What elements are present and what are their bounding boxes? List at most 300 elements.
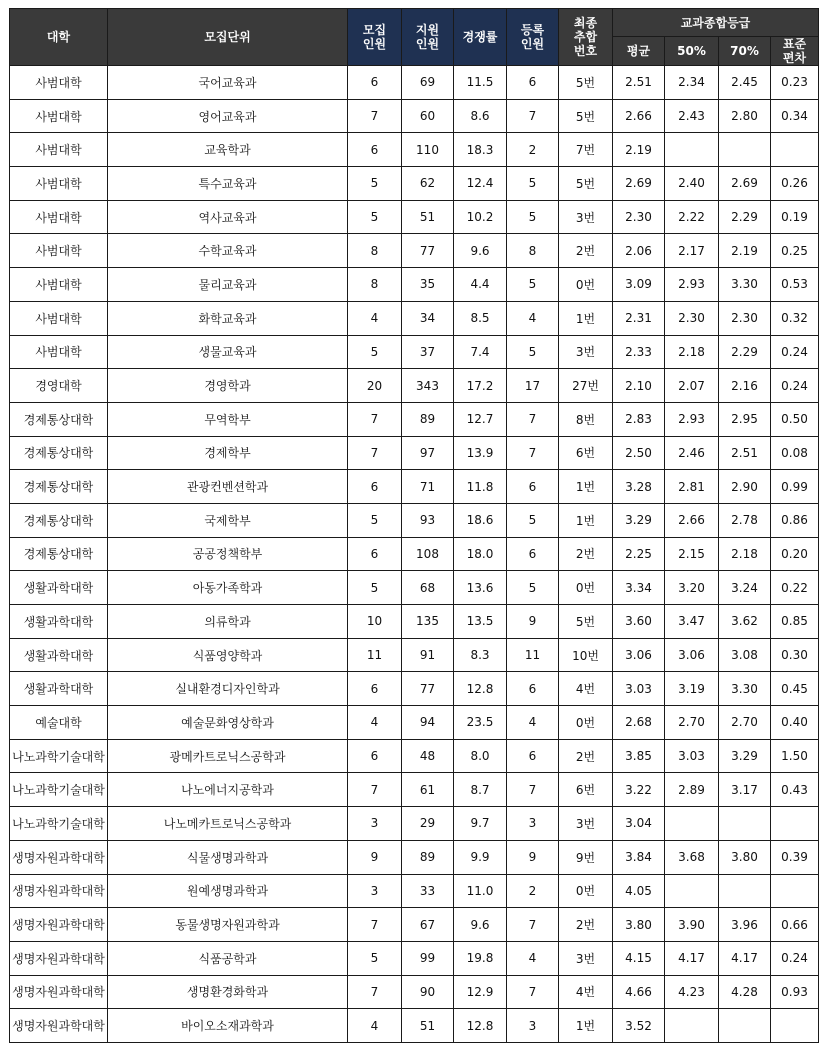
cell-final-rank: 2번 xyxy=(559,537,613,571)
cell-quota: 6 xyxy=(348,537,402,571)
cell-college: 생명자원과학대학 xyxy=(10,941,108,975)
cell-applicants: 34 xyxy=(402,301,454,335)
cell-final-rank: 5번 xyxy=(559,167,613,201)
cell-final-rank: 4번 xyxy=(559,975,613,1009)
cell-registered: 3 xyxy=(507,807,559,841)
cell-registered: 9 xyxy=(507,605,559,639)
cell-final-rank: 2번 xyxy=(559,739,613,773)
cell-unit: 교육학과 xyxy=(108,133,348,167)
cell-quota: 7 xyxy=(348,975,402,1009)
table-body xyxy=(10,66,819,1043)
cell-final-rank: 5번 xyxy=(559,605,613,639)
cell-college: 나노과학기술대학 xyxy=(10,773,108,807)
cell-final-rank: 5번 xyxy=(559,99,613,133)
cell-final-rank: 0번 xyxy=(559,706,613,740)
cell-sd: 0.34 xyxy=(771,99,819,133)
cell-ratio: 8.5 xyxy=(454,301,507,335)
cell-ratio: 8.3 xyxy=(454,638,507,672)
cell-unit: 식품공학과 xyxy=(108,941,348,975)
cell-final-rank: 3번 xyxy=(559,941,613,975)
cell-registered: 7 xyxy=(507,773,559,807)
cell-ratio: 9.6 xyxy=(454,234,507,268)
cell-avg: 2.30 xyxy=(613,200,665,234)
cell-sd: 0.25 xyxy=(771,234,819,268)
cell-registered: 7 xyxy=(507,402,559,436)
cell-registered: 8 xyxy=(507,234,559,268)
cell-quota: 11 xyxy=(348,638,402,672)
table-row xyxy=(10,200,819,234)
cell-unit: 화학교육과 xyxy=(108,301,348,335)
cell-p50: 2.07 xyxy=(665,369,719,403)
cell-quota: 5 xyxy=(348,941,402,975)
cell-p70: 3.24 xyxy=(719,571,771,605)
cell-ratio: 12.8 xyxy=(454,1009,507,1043)
cell-college: 생명자원과학대학 xyxy=(10,1009,108,1043)
cell-registered: 11 xyxy=(507,638,559,672)
cell-p70: 2.16 xyxy=(719,369,771,403)
cell-unit: 나노에너지공학과 xyxy=(108,773,348,807)
cell-p70: 2.19 xyxy=(719,234,771,268)
cell-p70: 2.30 xyxy=(719,301,771,335)
cell-p50: 2.18 xyxy=(665,335,719,369)
cell-avg: 4.66 xyxy=(613,975,665,1009)
cell-applicants: 69 xyxy=(402,66,454,100)
cell-registered: 7 xyxy=(507,975,559,1009)
cell-registered: 2 xyxy=(507,874,559,908)
cell-unit: 공공정책학부 xyxy=(108,537,348,571)
cell-p70: 2.70 xyxy=(719,706,771,740)
cell-ratio: 17.2 xyxy=(454,369,507,403)
cell-avg: 2.19 xyxy=(613,133,665,167)
cell-quota: 8 xyxy=(348,234,402,268)
cell-quota: 6 xyxy=(348,470,402,504)
cell-registered: 6 xyxy=(507,672,559,706)
cell-unit: 광메카트로닉스공학과 xyxy=(108,739,348,773)
cell-ratio: 12.8 xyxy=(454,672,507,706)
cell-quota: 4 xyxy=(348,1009,402,1043)
cell-quota: 4 xyxy=(348,706,402,740)
cell-sd: 0.86 xyxy=(771,503,819,537)
header-ratio: 경쟁률 xyxy=(454,9,507,66)
cell-p70 xyxy=(719,133,771,167)
cell-registered: 4 xyxy=(507,706,559,740)
cell-sd xyxy=(771,133,819,167)
cell-final-rank: 3번 xyxy=(559,200,613,234)
cell-avg: 4.15 xyxy=(613,941,665,975)
cell-college: 생명자원과학대학 xyxy=(10,908,108,942)
cell-p50 xyxy=(665,133,719,167)
header-p50: 50% xyxy=(665,37,719,66)
cell-p50: 2.46 xyxy=(665,436,719,470)
cell-unit: 의류학과 xyxy=(108,605,348,639)
cell-sd: 0.40 xyxy=(771,706,819,740)
cell-quota: 6 xyxy=(348,66,402,100)
cell-avg: 2.66 xyxy=(613,99,665,133)
cell-applicants: 89 xyxy=(402,402,454,436)
cell-p70: 2.29 xyxy=(719,200,771,234)
cell-sd: 0.85 xyxy=(771,605,819,639)
cell-p50: 2.34 xyxy=(665,66,719,100)
cell-college: 사범대학 xyxy=(10,335,108,369)
cell-applicants: 60 xyxy=(402,99,454,133)
cell-applicants: 93 xyxy=(402,503,454,537)
table-row xyxy=(10,605,819,639)
table-row xyxy=(10,874,819,908)
cell-p70: 4.28 xyxy=(719,975,771,1009)
cell-p50: 2.66 xyxy=(665,503,719,537)
cell-final-rank: 5번 xyxy=(559,66,613,100)
cell-quota: 7 xyxy=(348,773,402,807)
cell-quota: 7 xyxy=(348,402,402,436)
cell-p50: 2.30 xyxy=(665,301,719,335)
cell-college: 사범대학 xyxy=(10,301,108,335)
table-row xyxy=(10,99,819,133)
cell-college: 사범대학 xyxy=(10,66,108,100)
cell-avg: 3.85 xyxy=(613,739,665,773)
cell-sd: 0.45 xyxy=(771,672,819,706)
header-sd: 표준 편차 xyxy=(771,37,819,66)
cell-sd xyxy=(771,1009,819,1043)
cell-quota: 5 xyxy=(348,167,402,201)
table-row xyxy=(10,537,819,571)
cell-p50: 3.19 xyxy=(665,672,719,706)
cell-final-rank: 7번 xyxy=(559,133,613,167)
cell-sd xyxy=(771,807,819,841)
cell-sd xyxy=(771,874,819,908)
cell-unit: 국제학부 xyxy=(108,503,348,537)
cell-ratio: 13.5 xyxy=(454,605,507,639)
cell-quota: 7 xyxy=(348,436,402,470)
cell-registered: 7 xyxy=(507,908,559,942)
cell-ratio: 9.6 xyxy=(454,908,507,942)
cell-p50: 2.93 xyxy=(665,268,719,302)
header-registered: 등록 인원 xyxy=(507,9,559,66)
cell-unit: 물리교육과 xyxy=(108,268,348,302)
cell-avg: 3.04 xyxy=(613,807,665,841)
cell-unit: 식품영양학과 xyxy=(108,638,348,672)
cell-sd: 0.39 xyxy=(771,840,819,874)
cell-p50: 3.47 xyxy=(665,605,719,639)
cell-p50: 2.22 xyxy=(665,200,719,234)
cell-quota: 20 xyxy=(348,369,402,403)
cell-p70 xyxy=(719,1009,771,1043)
cell-sd: 0.50 xyxy=(771,402,819,436)
cell-college: 사범대학 xyxy=(10,133,108,167)
table-row xyxy=(10,268,819,302)
cell-quota: 4 xyxy=(348,301,402,335)
cell-p50: 3.90 xyxy=(665,908,719,942)
cell-college: 경영대학 xyxy=(10,369,108,403)
cell-college: 경제통상대학 xyxy=(10,503,108,537)
cell-ratio: 8.6 xyxy=(454,99,507,133)
table-row xyxy=(10,739,819,773)
cell-college: 경제통상대학 xyxy=(10,537,108,571)
cell-avg: 3.52 xyxy=(613,1009,665,1043)
cell-p50 xyxy=(665,807,719,841)
cell-p70: 2.90 xyxy=(719,470,771,504)
cell-quota: 6 xyxy=(348,672,402,706)
cell-final-rank: 2번 xyxy=(559,234,613,268)
cell-college: 사범대학 xyxy=(10,268,108,302)
cell-ratio: 18.0 xyxy=(454,537,507,571)
cell-sd: 0.24 xyxy=(771,335,819,369)
header-quota: 모집 인원 xyxy=(348,9,402,66)
cell-ratio: 12.9 xyxy=(454,975,507,1009)
cell-p50: 2.15 xyxy=(665,537,719,571)
cell-college: 생명자원과학대학 xyxy=(10,840,108,874)
cell-unit: 수학교육과 xyxy=(108,234,348,268)
cell-p70: 2.78 xyxy=(719,503,771,537)
cell-college: 사범대학 xyxy=(10,200,108,234)
cell-applicants: 48 xyxy=(402,739,454,773)
cell-p50: 2.93 xyxy=(665,402,719,436)
cell-avg: 3.06 xyxy=(613,638,665,672)
cell-registered: 6 xyxy=(507,470,559,504)
cell-final-rank: 0번 xyxy=(559,874,613,908)
table-row xyxy=(10,167,819,201)
header-applicants: 지원 인원 xyxy=(402,9,454,66)
cell-applicants: 90 xyxy=(402,975,454,1009)
cell-applicants: 62 xyxy=(402,167,454,201)
cell-sd: 0.32 xyxy=(771,301,819,335)
cell-college: 생명자원과학대학 xyxy=(10,874,108,908)
cell-p50: 2.40 xyxy=(665,167,719,201)
cell-registered: 17 xyxy=(507,369,559,403)
cell-quota: 8 xyxy=(348,268,402,302)
cell-final-rank: 3번 xyxy=(559,807,613,841)
cell-college: 나노과학기술대학 xyxy=(10,739,108,773)
cell-applicants: 99 xyxy=(402,941,454,975)
cell-registered: 5 xyxy=(507,335,559,369)
cell-sd: 0.19 xyxy=(771,200,819,234)
cell-unit: 관광컨벤션학과 xyxy=(108,470,348,504)
cell-applicants: 89 xyxy=(402,840,454,874)
cell-p50: 4.23 xyxy=(665,975,719,1009)
table-row xyxy=(10,234,819,268)
cell-college: 경제통상대학 xyxy=(10,470,108,504)
cell-college: 생활과학대학 xyxy=(10,605,108,639)
table-row xyxy=(10,133,819,167)
cell-applicants: 108 xyxy=(402,537,454,571)
cell-ratio: 18.6 xyxy=(454,503,507,537)
cell-final-rank: 9번 xyxy=(559,840,613,874)
cell-registered: 2 xyxy=(507,133,559,167)
cell-p70: 3.30 xyxy=(719,672,771,706)
cell-p50: 2.70 xyxy=(665,706,719,740)
cell-college: 생활과학대학 xyxy=(10,638,108,672)
table-row xyxy=(10,706,819,740)
cell-unit: 식물생명과학과 xyxy=(108,840,348,874)
cell-quota: 10 xyxy=(348,605,402,639)
cell-p70: 3.96 xyxy=(719,908,771,942)
cell-registered: 6 xyxy=(507,537,559,571)
cell-unit: 동물생명자원과학과 xyxy=(108,908,348,942)
cell-ratio: 12.7 xyxy=(454,402,507,436)
header-unit: 모집단위 xyxy=(108,9,348,66)
cell-p70: 3.80 xyxy=(719,840,771,874)
cell-p70: 3.08 xyxy=(719,638,771,672)
cell-p70: 2.51 xyxy=(719,436,771,470)
cell-ratio: 11.8 xyxy=(454,470,507,504)
cell-applicants: 91 xyxy=(402,638,454,672)
table-row xyxy=(10,672,819,706)
cell-quota: 3 xyxy=(348,874,402,908)
cell-avg: 2.83 xyxy=(613,402,665,436)
cell-registered: 7 xyxy=(507,99,559,133)
cell-sd: 0.24 xyxy=(771,369,819,403)
cell-avg: 3.84 xyxy=(613,840,665,874)
cell-avg: 2.33 xyxy=(613,335,665,369)
cell-final-rank: 0번 xyxy=(559,571,613,605)
cell-sd: 0.93 xyxy=(771,975,819,1009)
cell-p70: 2.29 xyxy=(719,335,771,369)
cell-p50: 3.06 xyxy=(665,638,719,672)
cell-quota: 5 xyxy=(348,200,402,234)
cell-avg: 2.25 xyxy=(613,537,665,571)
table-row xyxy=(10,773,819,807)
cell-unit: 특수교육과 xyxy=(108,167,348,201)
cell-ratio: 11.0 xyxy=(454,874,507,908)
cell-final-rank: 6번 xyxy=(559,773,613,807)
cell-college: 생활과학대학 xyxy=(10,571,108,605)
cell-college: 사범대학 xyxy=(10,234,108,268)
cell-final-rank: 27번 xyxy=(559,369,613,403)
cell-college: 나노과학기술대학 xyxy=(10,807,108,841)
cell-applicants: 33 xyxy=(402,874,454,908)
cell-p50: 3.20 xyxy=(665,571,719,605)
cell-registered: 5 xyxy=(507,167,559,201)
admissions-table-container xyxy=(9,8,819,1043)
table-row xyxy=(10,402,819,436)
cell-unit: 실내환경디자인학과 xyxy=(108,672,348,706)
cell-avg: 2.51 xyxy=(613,66,665,100)
cell-p50: 4.17 xyxy=(665,941,719,975)
cell-sd: 0.43 xyxy=(771,773,819,807)
cell-applicants: 68 xyxy=(402,571,454,605)
cell-unit: 아동가족학과 xyxy=(108,571,348,605)
header-college: 대학 xyxy=(10,9,108,66)
cell-college: 생활과학대학 xyxy=(10,672,108,706)
cell-registered: 7 xyxy=(507,436,559,470)
cell-final-rank: 10번 xyxy=(559,638,613,672)
cell-p70 xyxy=(719,807,771,841)
cell-p70: 2.69 xyxy=(719,167,771,201)
cell-ratio: 4.4 xyxy=(454,268,507,302)
cell-p50 xyxy=(665,1009,719,1043)
cell-applicants: 67 xyxy=(402,908,454,942)
cell-final-rank: 2번 xyxy=(559,908,613,942)
table-header xyxy=(10,9,819,66)
cell-unit: 경영학과 xyxy=(108,369,348,403)
cell-unit: 경제학부 xyxy=(108,436,348,470)
cell-p70: 3.29 xyxy=(719,739,771,773)
cell-sd: 1.50 xyxy=(771,739,819,773)
cell-applicants: 94 xyxy=(402,706,454,740)
table-row xyxy=(10,436,819,470)
table-row xyxy=(10,638,819,672)
cell-ratio: 10.2 xyxy=(454,200,507,234)
cell-ratio: 12.4 xyxy=(454,167,507,201)
admissions-table xyxy=(9,8,819,1043)
cell-applicants: 97 xyxy=(402,436,454,470)
cell-p50: 2.17 xyxy=(665,234,719,268)
cell-avg: 3.60 xyxy=(613,605,665,639)
cell-unit: 예술문화영상학과 xyxy=(108,706,348,740)
cell-college: 사범대학 xyxy=(10,99,108,133)
cell-final-rank: 0번 xyxy=(559,268,613,302)
cell-ratio: 18.3 xyxy=(454,133,507,167)
table-row xyxy=(10,335,819,369)
table-row xyxy=(10,66,819,100)
cell-applicants: 77 xyxy=(402,234,454,268)
header-final-rank: 최종 추합 번호 xyxy=(559,9,613,66)
cell-quota: 3 xyxy=(348,807,402,841)
cell-avg: 4.05 xyxy=(613,874,665,908)
cell-registered: 3 xyxy=(507,1009,559,1043)
cell-final-rank: 8번 xyxy=(559,402,613,436)
cell-sd: 0.26 xyxy=(771,167,819,201)
cell-p50: 3.68 xyxy=(665,840,719,874)
cell-avg: 3.22 xyxy=(613,773,665,807)
cell-p70: 2.45 xyxy=(719,66,771,100)
cell-applicants: 29 xyxy=(402,807,454,841)
table-row xyxy=(10,1009,819,1043)
cell-registered: 5 xyxy=(507,268,559,302)
cell-p70: 2.80 xyxy=(719,99,771,133)
cell-avg: 3.29 xyxy=(613,503,665,537)
cell-applicants: 37 xyxy=(402,335,454,369)
header-grade-group: 교과종합등급 xyxy=(613,9,819,37)
cell-final-rank: 1번 xyxy=(559,301,613,335)
cell-unit: 역사교육과 xyxy=(108,200,348,234)
cell-sd: 0.22 xyxy=(771,571,819,605)
cell-quota: 5 xyxy=(348,503,402,537)
cell-registered: 5 xyxy=(507,200,559,234)
cell-p70 xyxy=(719,874,771,908)
cell-applicants: 51 xyxy=(402,200,454,234)
cell-ratio: 9.9 xyxy=(454,840,507,874)
cell-ratio: 11.5 xyxy=(454,66,507,100)
table-row xyxy=(10,503,819,537)
cell-sd: 0.30 xyxy=(771,638,819,672)
cell-registered: 5 xyxy=(507,571,559,605)
cell-sd: 0.99 xyxy=(771,470,819,504)
cell-ratio: 9.7 xyxy=(454,807,507,841)
cell-ratio: 7.4 xyxy=(454,335,507,369)
cell-quota: 5 xyxy=(348,335,402,369)
cell-applicants: 71 xyxy=(402,470,454,504)
cell-avg: 2.06 xyxy=(613,234,665,268)
cell-registered: 4 xyxy=(507,941,559,975)
cell-quota: 7 xyxy=(348,99,402,133)
cell-final-rank: 1번 xyxy=(559,1009,613,1043)
cell-p70: 4.17 xyxy=(719,941,771,975)
cell-quota: 6 xyxy=(348,739,402,773)
cell-avg: 2.10 xyxy=(613,369,665,403)
cell-unit: 국어교육과 xyxy=(108,66,348,100)
table-row xyxy=(10,571,819,605)
cell-p70: 3.30 xyxy=(719,268,771,302)
cell-p50: 3.03 xyxy=(665,739,719,773)
cell-final-rank: 6번 xyxy=(559,436,613,470)
cell-p50: 2.43 xyxy=(665,99,719,133)
cell-ratio: 13.9 xyxy=(454,436,507,470)
cell-final-rank: 4번 xyxy=(559,672,613,706)
cell-final-rank: 1번 xyxy=(559,470,613,504)
cell-registered: 6 xyxy=(507,66,559,100)
table-row xyxy=(10,941,819,975)
table-row xyxy=(10,975,819,1009)
